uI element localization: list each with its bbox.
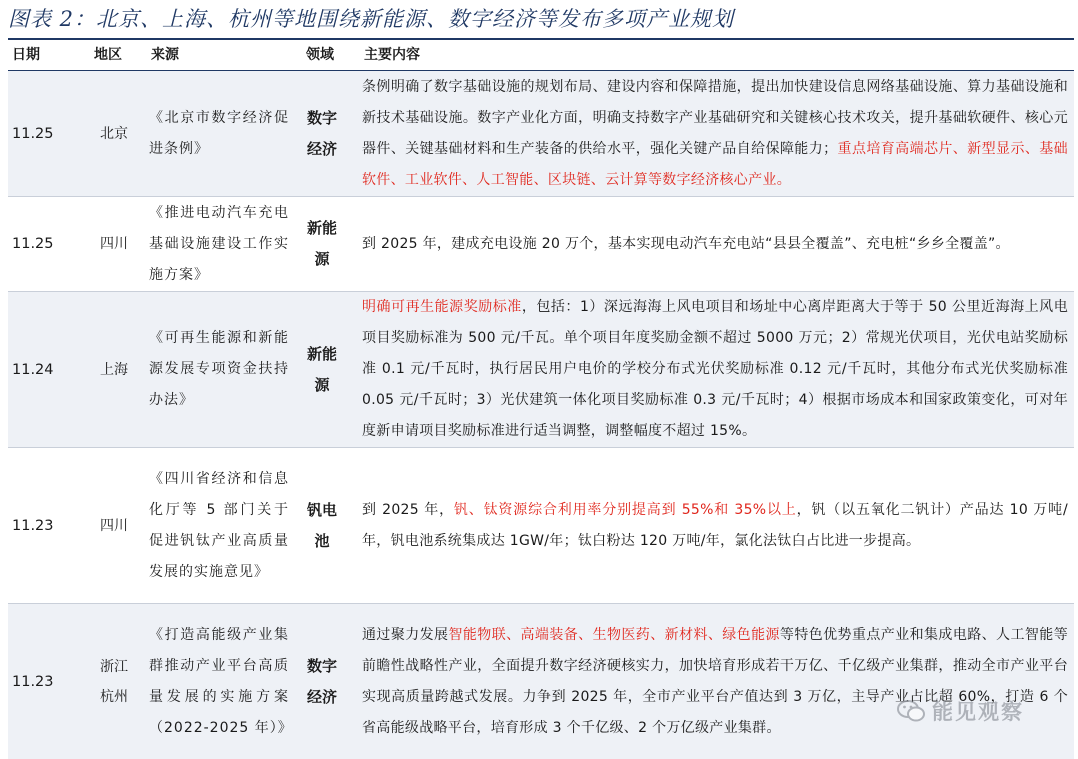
row-domain-text: 新能源 [306, 344, 337, 394]
row-source [149, 448, 289, 603]
row-content [362, 292, 1068, 447]
table-row [8, 292, 1074, 447]
table-row [8, 448, 1074, 603]
header-source: 来源 [151, 47, 179, 63]
row-content [362, 604, 1068, 759]
header-date: 日期 [12, 47, 40, 63]
content-text-after: ，包括：1）深远海海上风电项目和场址中心离岸距离大于等于 50 公里近海海上风电项目奖励标准为 500 元/千瓦。单个项目年度奖励金额不超过 5000 万元；2）常规光伏项目，光伏电站奖励标准 0.1 元/千瓦时，执行居民用户电价的学校分布式光伏奖励标准 0.12 元/千瓦时，其他分布式光伏奖励标准 0.05 元/千瓦时；3）光伏建筑一体化项目奖励标准 0.3 元/千瓦时；4）根据市场成本和国家政策变化，可对年度新申请项目奖励标准进行适当调整，调整幅度不超过 15%。 [362, 299, 1068, 439]
table-header [8, 40, 1074, 70]
row-date: 11.23 [12, 673, 54, 690]
table-row [8, 197, 1074, 291]
row-region: 四川 [100, 517, 128, 534]
row-domain-text: 数字经济 [306, 656, 337, 706]
content-text-after: ，钒（以五氧化二钒计）产品达 10 万吨/年，钒电池系统集成达 1GW/年；钛白粉达 120 万吨/年，氯化法钛白占比进一步提高。 [362, 501, 1068, 549]
table-row [8, 604, 1074, 759]
content-highlight: 钒、钛资源综合利用率分别提高到 55%和 35%以上 [453, 501, 797, 518]
row-region-line: 浙江 [100, 658, 128, 675]
row-source [149, 604, 293, 759]
row-region: 上海 [100, 361, 128, 378]
row-domain [302, 448, 342, 603]
row-content [362, 71, 1068, 196]
row-domain [302, 71, 342, 196]
row-domain-text: 钒电池 [306, 500, 337, 550]
row-domain [302, 292, 342, 447]
row-region-line: 杭州 [100, 688, 128, 705]
row-source-text: 《四川省经济和信息化厅等 5 部门关于促进钒钛产业高质量发展的实施意见》 [149, 470, 289, 580]
row-region: 四川 [100, 236, 128, 252]
row-source [149, 197, 289, 291]
row-domain-text: 数字经济 [306, 108, 337, 158]
figure-title: 图表 2：北京、上海、杭州等地围绕新能源、数字经济等发布多项产业规划 [8, 7, 735, 31]
table-row [8, 71, 1074, 196]
header-content: 主要内容 [364, 47, 420, 63]
content-text: 通过聚力发展 [362, 626, 449, 643]
watermark [896, 696, 1024, 726]
row-region [84, 604, 144, 759]
row-source-text: 《可再生能源和新能源发展专项资金扶持办法》 [149, 330, 289, 408]
row-source-text: 《北京市数字经济促进条例》 [149, 109, 289, 157]
row-domain [302, 197, 342, 291]
row-source-text: 《打造高能级产业集群推动产业平台高质量发展的实施方案（2022-2025 年）》 [149, 626, 293, 736]
row-source-text: 《推进电动汽车充电基础设施建设工作实施方案》 [149, 204, 289, 283]
content-highlight: 重点培育高端芯片、新型显示、基础软件、工业软件、人工智能、区块链、云计算等数字经济核心产业。 [362, 140, 1068, 188]
wechat-icon [896, 698, 926, 724]
watermark-text: 能见观察 [932, 700, 1024, 724]
content-highlight: 智能物联、高端装备、生物医药、新材料、绿色能源 [448, 626, 780, 643]
row-domain-text: 新能源 [306, 219, 337, 268]
row-domain [302, 604, 342, 759]
row-date: 11.25 [12, 236, 54, 252]
content-text: 条例明确了数字基础设施的规划布局、建设内容和保障措施，提出加快建设信息网络基础设施、算力基础设施和新技术基础设施。数字产业化方面，明确支持数字产业基础研究和关键核心技术攻关，提升基础软硬件、核心元器件、关键基础材料和生产装备的供给水平，强化关键产品自给保障能力； [362, 78, 1068, 157]
row-content [362, 448, 1068, 603]
row-date: 11.23 [12, 517, 54, 534]
row-region: 北京 [100, 125, 128, 142]
header-region: 地区 [94, 47, 122, 63]
content-text-after: 等特色优势重点产业和集成电路、人工智能等前瞻性战略性产业，全面提升数字经济硬核实力，加快培育形成若干万亿、千亿级产业集群，推动全市产业平台实现高质量跨越式发展。力争到 2025 年，全市产业平台产值达到 3 万亿，主导产业占比超 60%，打造 6 个省高能级战略平台，培育形成 3 个千亿级、2 个万亿级产业集群。 [362, 626, 1068, 736]
row-date: 11.25 [12, 125, 54, 142]
row-source [149, 71, 289, 196]
row-date: 11.24 [12, 361, 54, 378]
content-text: 到 2025 年， [362, 501, 454, 518]
row-source [149, 292, 289, 447]
row-content [362, 197, 1068, 291]
header-domain: 领域 [306, 47, 334, 63]
content-text: 到 2025 年，建成充电设施 20 万个，基本实现电动汽车充电站“县县全覆盖”、充电桩“乡乡全覆盖”。 [362, 235, 1010, 252]
content-highlight: 明确可再生能源奖励标准 [362, 299, 522, 315]
